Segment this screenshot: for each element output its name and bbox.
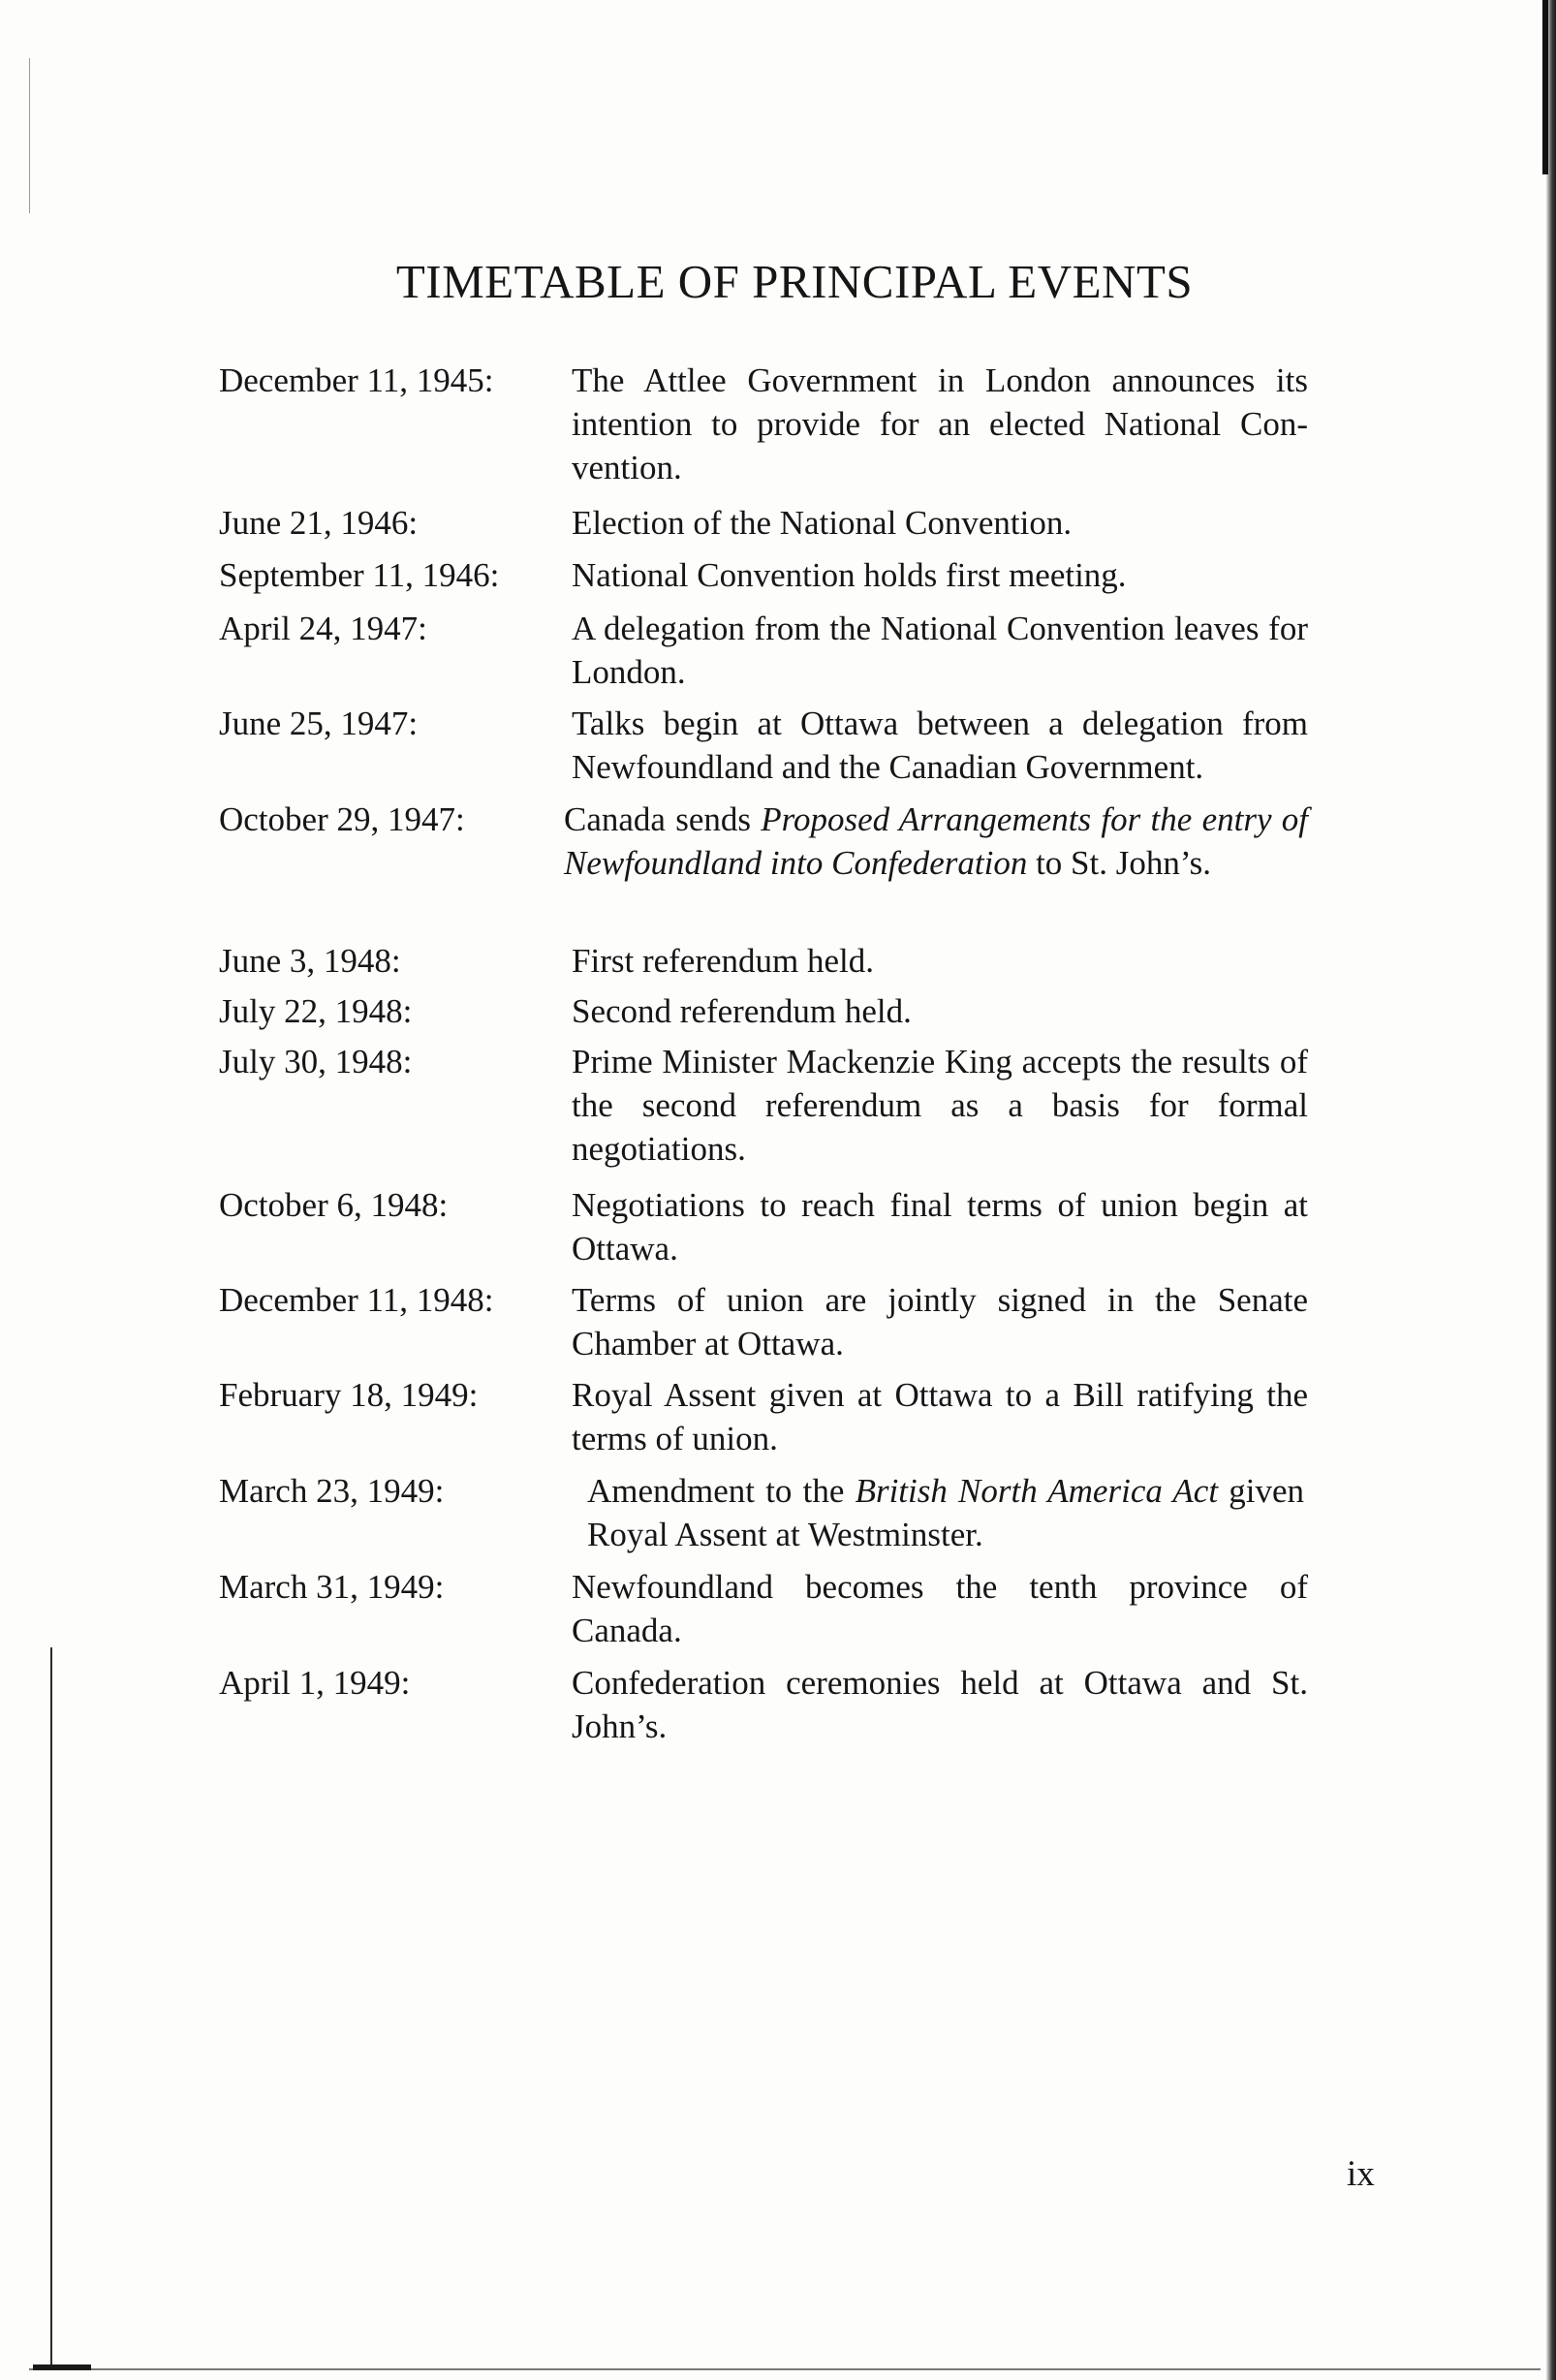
event-description [572, 607, 1308, 694]
event-description [572, 702, 1308, 789]
event-description [572, 1183, 1308, 1270]
scan-edge-bottom [29, 2368, 1540, 2370]
italic-title-text: Proposed Arrangements for the entry of Newfoundland into Confederation [564, 800, 1308, 882]
event-date: June 25, 1947: [219, 705, 419, 742]
description-text: Royal Assent given at Ottawa to a Bill ratifying the terms of union. [572, 1376, 1308, 1457]
description-text: Canada sends [564, 800, 762, 838]
event-date: February 18, 1949: [219, 1376, 479, 1414]
event-date: June 21, 1946: [219, 504, 419, 542]
description-text: Terms of union are jointly signed in the Senate Chamber at Ottawa. [572, 1281, 1308, 1362]
description-text: Newfoundland becomes the tenth province of Canada. [572, 1568, 1308, 1649]
description-text: A delegation from the National Convention leaves for London. [572, 610, 1308, 691]
event-date: October 6, 1948: [219, 1186, 449, 1224]
event-description [572, 1278, 1308, 1365]
event-date: October 29, 1947: [219, 800, 465, 838]
scan-edge-right-top [1542, 0, 1548, 174]
event-date: June 3, 1948: [219, 942, 401, 980]
event-description [572, 1661, 1308, 1748]
description-text: The Attlee Government in London announces its intention to provide for an elected National Con-vention. [572, 361, 1308, 486]
page-number: ix [1347, 2154, 1375, 2194]
event-date: September 11, 1946: [219, 556, 500, 594]
event-description [572, 359, 1308, 489]
scan-edge-right [1546, 0, 1556, 2380]
event-description [572, 501, 1308, 545]
event-date: March 31, 1949: [219, 1568, 445, 1606]
event-description [572, 1040, 1308, 1171]
description-text: Negotiations to reach final terms of union begin at Ottawa. [572, 1186, 1308, 1268]
description-text: Second referendum held. [572, 992, 912, 1030]
description-text: Talks begin at Ottawa between a delegation from Newfoundland and the Canadian Government. [572, 705, 1308, 786]
event-description [587, 1469, 1304, 1556]
event-date: April 1, 1949: [219, 1664, 411, 1702]
event-date: April 24, 1947: [219, 610, 427, 647]
event-date: July 22, 1948: [219, 992, 413, 1030]
event-description [572, 939, 1308, 983]
event-description [564, 798, 1308, 885]
event-description [572, 553, 1308, 597]
event-date: July 30, 1948: [219, 1043, 413, 1080]
scan-edge-bottom-left [33, 2364, 91, 2370]
description-text: Election of the National Convention. [572, 504, 1073, 542]
description-text: Confederation ceremonies held at Ottawa and St. John’s. [572, 1664, 1308, 1745]
description-text: National Convention holds first meeting. [572, 556, 1127, 594]
page-title: TIMETABLE OF PRINCIPAL EVENTS [395, 255, 1194, 308]
description-text: First referendum held. [572, 942, 874, 980]
description-text: Amendment to the [587, 1472, 856, 1510]
event-date: December 11, 1945: [219, 361, 494, 399]
scan-edge-left-top [29, 58, 30, 213]
event-date: March 23, 1949: [219, 1472, 445, 1510]
description-text: given Royal Assent at Westminster. [587, 1472, 1304, 1553]
event-date: December 11, 1948: [219, 1281, 494, 1319]
event-description [572, 989, 1308, 1033]
scan-edge-left [50, 1647, 52, 2364]
event-description [572, 1565, 1308, 1652]
description-text: to St. John’s. [1027, 844, 1211, 882]
italic-title-text: British North America Act [855, 1472, 1219, 1510]
description-text: Prime Minister Mackenzie King accepts the results of the second referendum as a basis for formal negotiations. [572, 1043, 1308, 1168]
event-description [572, 1373, 1308, 1460]
